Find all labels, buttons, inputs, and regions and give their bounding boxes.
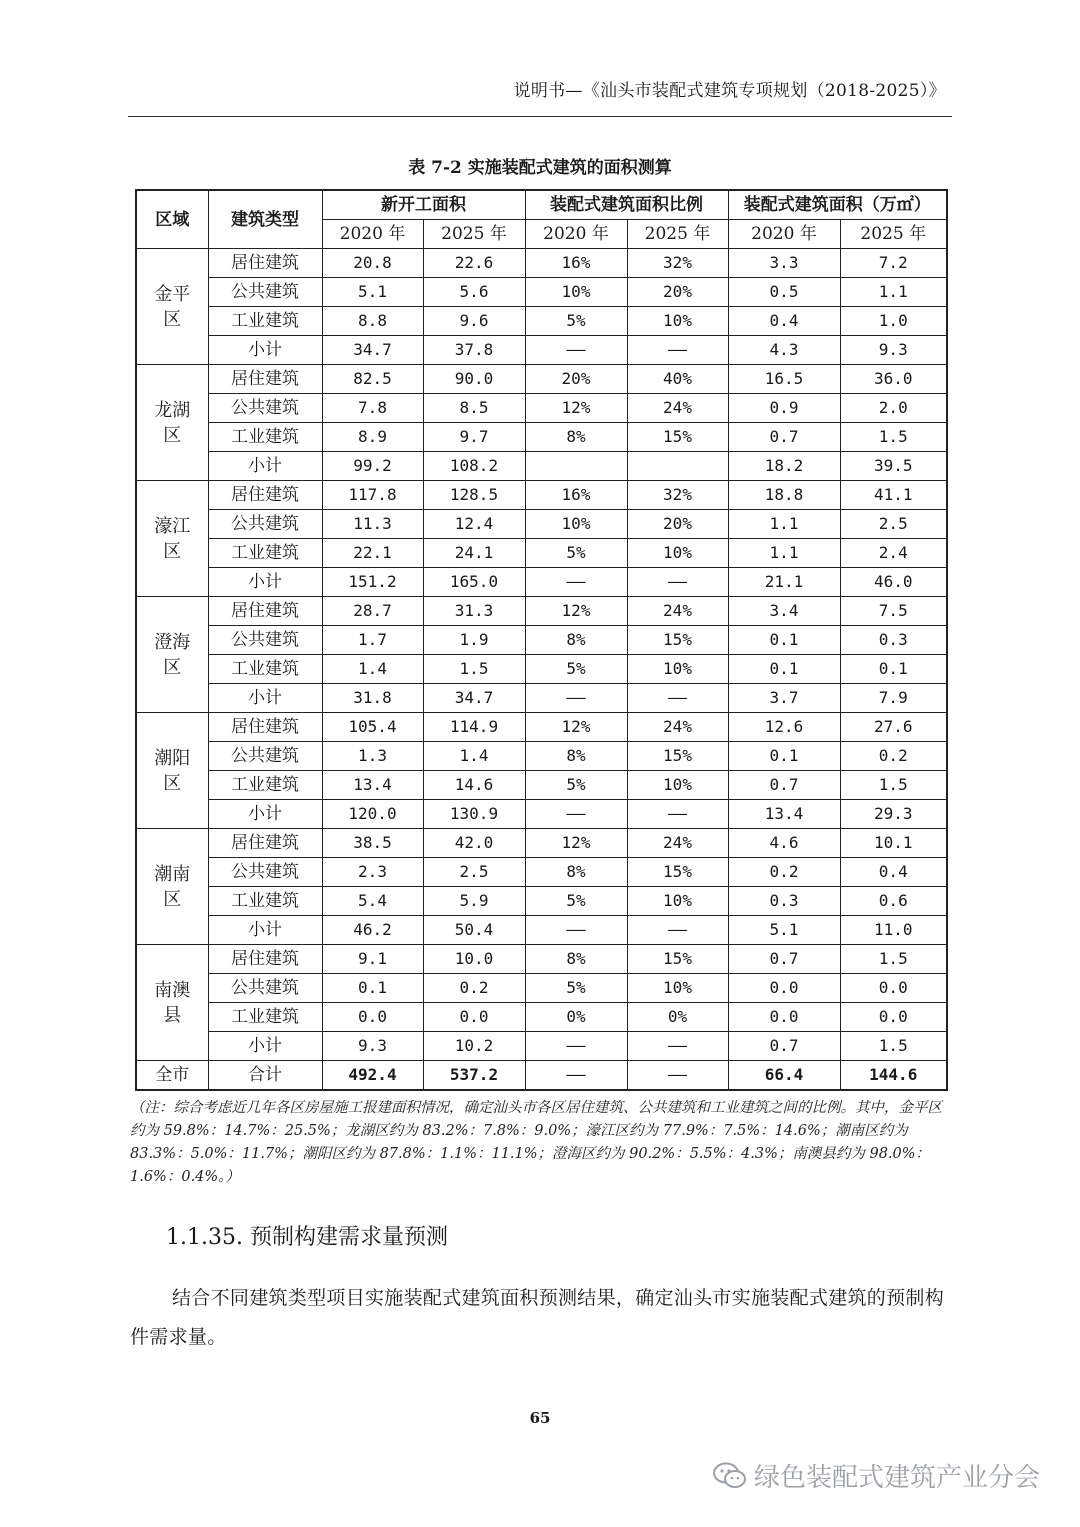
table-title: 表 7-2 实施装配式建筑的面积测算 bbox=[408, 158, 672, 178]
value-cell: 0.2 bbox=[840, 742, 947, 771]
header-divider bbox=[128, 116, 952, 117]
building-type-cell: 公共建筑 bbox=[208, 626, 322, 655]
region-name-line2: 区 bbox=[163, 308, 182, 330]
value-cell: 0.7 bbox=[728, 1032, 840, 1061]
value-cell: 0.1 bbox=[728, 742, 840, 771]
table-row bbox=[136, 655, 947, 684]
table-row bbox=[136, 829, 947, 858]
value-cell: 12.6 bbox=[728, 713, 840, 742]
region-name-line2: 县 bbox=[163, 1004, 182, 1026]
value-cell: 16% bbox=[525, 481, 627, 510]
table-row bbox=[136, 597, 947, 626]
building-type-cell: 工业建筑 bbox=[208, 423, 322, 452]
value-cell: 5.6 bbox=[423, 278, 525, 307]
value-cell: 22.6 bbox=[423, 249, 525, 278]
value-cell: 1.5 bbox=[840, 945, 947, 974]
value-cell: 0.7 bbox=[728, 945, 840, 974]
region-cell bbox=[136, 365, 208, 481]
table-row bbox=[136, 423, 947, 452]
header-ratio: 装配式建筑面积比例 bbox=[525, 190, 728, 220]
region-name-line1: 龙湖 bbox=[154, 399, 191, 421]
value-cell: 28.7 bbox=[322, 597, 423, 626]
value-cell: 24.1 bbox=[423, 539, 525, 568]
table-row bbox=[136, 742, 947, 771]
table-row bbox=[136, 539, 947, 568]
value-cell: 31.8 bbox=[322, 684, 423, 713]
value-cell: 15% bbox=[627, 945, 728, 974]
body-paragraph: 结合不同建筑类型项目实施装配式建筑面积预测结果，确定汕头市实施装配式建筑的预制构件需求量。 bbox=[130, 1287, 945, 1348]
value-cell: 0.0 bbox=[728, 974, 840, 1003]
value-cell: 90.0 bbox=[423, 365, 525, 394]
region-name-line1: 澄海 bbox=[154, 631, 191, 653]
value-cell: 12% bbox=[525, 597, 627, 626]
value-cell: 22.1 bbox=[322, 539, 423, 568]
value-cell: 8% bbox=[525, 945, 627, 974]
building-type-cell: 居住建筑 bbox=[208, 249, 322, 278]
value-cell: 0.7 bbox=[728, 423, 840, 452]
value-cell: 14.6 bbox=[423, 771, 525, 800]
value-cell: 20% bbox=[627, 278, 728, 307]
table-row bbox=[136, 684, 947, 713]
region-name-line2: 区 bbox=[163, 656, 182, 678]
value-cell: 16% bbox=[525, 249, 627, 278]
table-row bbox=[136, 481, 947, 510]
region-name-line1: 濠江 bbox=[154, 515, 191, 537]
header-year-2020: 2020 年 bbox=[728, 220, 840, 249]
value-cell: 10% bbox=[627, 307, 728, 336]
building-type-cell: 工业建筑 bbox=[208, 887, 322, 916]
value-cell: 8% bbox=[525, 423, 627, 452]
value-cell: 31.3 bbox=[423, 597, 525, 626]
value-cell: 130.9 bbox=[423, 800, 525, 829]
value-cell: —— bbox=[525, 568, 627, 597]
area-estimate-table bbox=[135, 189, 948, 1091]
region-name-line1: 金平 bbox=[154, 283, 191, 305]
value-cell: —— bbox=[525, 1032, 627, 1061]
value-cell: 18.8 bbox=[728, 481, 840, 510]
building-type-cell: 居住建筑 bbox=[208, 829, 322, 858]
building-type-cell: 公共建筑 bbox=[208, 742, 322, 771]
value-cell: 24% bbox=[627, 394, 728, 423]
value-cell: 0.4 bbox=[840, 858, 947, 887]
value-cell: 38.5 bbox=[322, 829, 423, 858]
header-new-area: 新开工面积 bbox=[322, 190, 525, 220]
building-type-cell: 居住建筑 bbox=[208, 597, 322, 626]
value-cell: 2.3 bbox=[322, 858, 423, 887]
value-cell: 8.5 bbox=[423, 394, 525, 423]
value-cell: 1.1 bbox=[840, 278, 947, 307]
table-row bbox=[136, 452, 947, 481]
value-cell: 1.5 bbox=[840, 771, 947, 800]
table-row bbox=[136, 800, 947, 829]
value-cell: 12% bbox=[525, 713, 627, 742]
value-cell: 0.9 bbox=[728, 394, 840, 423]
table-row bbox=[136, 858, 947, 887]
region-name-line1: 潮南 bbox=[154, 863, 191, 885]
value-cell: —— bbox=[525, 684, 627, 713]
building-type-cell: 小计 bbox=[208, 336, 322, 365]
value-cell: 7.9 bbox=[840, 684, 947, 713]
value-cell: 10.1 bbox=[840, 829, 947, 858]
value-cell: 42.0 bbox=[423, 829, 525, 858]
value-cell: 18.2 bbox=[728, 452, 840, 481]
value-cell: 10% bbox=[627, 655, 728, 684]
value-cell: 9.1 bbox=[322, 945, 423, 974]
value-cell: 32% bbox=[627, 481, 728, 510]
value-cell: 1.7 bbox=[322, 626, 423, 655]
value-cell: 0.4 bbox=[728, 307, 840, 336]
region-name-line1: 南澳 bbox=[154, 979, 191, 1001]
value-cell: 12% bbox=[525, 394, 627, 423]
value-cell: 0% bbox=[525, 1003, 627, 1032]
value-cell: —— bbox=[627, 568, 728, 597]
value-cell: 117.8 bbox=[322, 481, 423, 510]
value-cell: 99.2 bbox=[322, 452, 423, 481]
header-year-2020: 2020 年 bbox=[525, 220, 627, 249]
table-row bbox=[136, 1003, 947, 1032]
region-cell bbox=[136, 713, 208, 829]
building-type-cell: 小计 bbox=[208, 916, 322, 945]
value-cell: 41.1 bbox=[840, 481, 947, 510]
value-cell: 8% bbox=[525, 742, 627, 771]
table-note: （注：综合考虑近几年各区房屋施工报建面积情况，确定汕头市各区居住建筑、公共建筑和工业建筑之间的比例。其中，金平区约为 59.8%：14.7%：25.5%；龙湖区约为 83.2%：7.8%：9.0%；濠江区约为 77.9%：7.5%：14.6%；潮南区约为 83.3%：5.0%：11.7%；潮阳区约为 87.8%：1.1%：11.1%；澄海区约为 90.2%：5.5%：4.3%；南澳县约为 98.0%：1.6%：0.4%。） bbox=[130, 1100, 942, 1185]
value-cell: 5.9 bbox=[423, 887, 525, 916]
value-cell: 46.2 bbox=[322, 916, 423, 945]
value-cell: 37.8 bbox=[423, 336, 525, 365]
watermark bbox=[712, 1457, 1040, 1494]
value-cell: 2.0 bbox=[840, 394, 947, 423]
value-cell: 0.3 bbox=[840, 626, 947, 655]
value-cell: 10% bbox=[627, 771, 728, 800]
value-cell: —— bbox=[525, 800, 627, 829]
value-cell: —— bbox=[525, 336, 627, 365]
value-cell: 4.3 bbox=[728, 336, 840, 365]
value-cell: 10% bbox=[627, 539, 728, 568]
region-cell bbox=[136, 829, 208, 945]
value-cell: 7.8 bbox=[322, 394, 423, 423]
value-cell: 12% bbox=[525, 829, 627, 858]
value-cell: 24% bbox=[627, 597, 728, 626]
value-cell: 10.0 bbox=[423, 945, 525, 974]
building-type-cell: 居住建筑 bbox=[208, 713, 322, 742]
value-cell: 8% bbox=[525, 858, 627, 887]
value-cell: 0.5 bbox=[728, 278, 840, 307]
value-cell: 24% bbox=[627, 829, 728, 858]
value-cell: —— bbox=[627, 336, 728, 365]
value-cell: 0.0 bbox=[322, 1003, 423, 1032]
value-cell: 0% bbox=[627, 1003, 728, 1032]
table-row bbox=[136, 771, 947, 800]
value-cell: 40% bbox=[627, 365, 728, 394]
value-cell: 1.4 bbox=[322, 655, 423, 684]
value-cell: 4.6 bbox=[728, 829, 840, 858]
table-row bbox=[136, 945, 947, 974]
value-cell: 7.5 bbox=[840, 597, 947, 626]
value-cell: 39.5 bbox=[840, 452, 947, 481]
header-region: 区域 bbox=[136, 190, 208, 249]
total-value-cell: —— bbox=[525, 1061, 627, 1091]
value-cell: 27.6 bbox=[840, 713, 947, 742]
table-row bbox=[136, 510, 947, 539]
total-region-cell: 全市 bbox=[136, 1061, 208, 1091]
value-cell: 1.4 bbox=[423, 742, 525, 771]
value-cell: 1.1 bbox=[728, 510, 840, 539]
value-cell: 8.8 bbox=[322, 307, 423, 336]
value-cell: 10% bbox=[525, 510, 627, 539]
table-row bbox=[136, 974, 947, 1003]
value-cell: 46.0 bbox=[840, 568, 947, 597]
value-cell: 1.1 bbox=[728, 539, 840, 568]
building-type-cell: 工业建筑 bbox=[208, 771, 322, 800]
building-type-cell: 小计 bbox=[208, 1032, 322, 1061]
value-cell: 165.0 bbox=[423, 568, 525, 597]
value-cell: 0.0 bbox=[423, 1003, 525, 1032]
value-cell: 82.5 bbox=[322, 365, 423, 394]
building-type-cell: 工业建筑 bbox=[208, 307, 322, 336]
value-cell: 1.5 bbox=[840, 423, 947, 452]
value-cell: 10% bbox=[627, 974, 728, 1003]
value-cell: 15% bbox=[627, 858, 728, 887]
value-cell: 20% bbox=[525, 365, 627, 394]
value-cell: 120.0 bbox=[322, 800, 423, 829]
building-type-cell: 公共建筑 bbox=[208, 858, 322, 887]
value-cell: 0.0 bbox=[840, 974, 947, 1003]
value-cell: 36.0 bbox=[840, 365, 947, 394]
total-value-cell: 492.4 bbox=[322, 1061, 423, 1091]
value-cell: 13.4 bbox=[322, 771, 423, 800]
value-cell: 0.1 bbox=[322, 974, 423, 1003]
table-row bbox=[136, 887, 947, 916]
value-cell: 10% bbox=[627, 887, 728, 916]
value-cell: 0.6 bbox=[840, 887, 947, 916]
value-cell: 2.5 bbox=[423, 858, 525, 887]
value-cell: 5% bbox=[525, 307, 627, 336]
total-value-cell: 537.2 bbox=[423, 1061, 525, 1091]
building-type-cell: 公共建筑 bbox=[208, 974, 322, 1003]
building-type-cell: 居住建筑 bbox=[208, 945, 322, 974]
value-cell: 5% bbox=[525, 539, 627, 568]
value-cell: 0.3 bbox=[728, 887, 840, 916]
value-cell: 5% bbox=[525, 655, 627, 684]
section-heading: 1.1.35. 预制构建需求量预测 bbox=[166, 1225, 448, 1250]
value-cell: 24% bbox=[627, 713, 728, 742]
header-year-2025: 2025 年 bbox=[627, 220, 728, 249]
table-row bbox=[136, 1032, 947, 1061]
value-cell: 3.3 bbox=[728, 249, 840, 278]
building-type-cell: 小计 bbox=[208, 800, 322, 829]
region-name-line2: 区 bbox=[163, 540, 182, 562]
value-cell: 1.3 bbox=[322, 742, 423, 771]
value-cell: 1.0 bbox=[840, 307, 947, 336]
header-year-2020: 2020 年 bbox=[322, 220, 423, 249]
value-cell: 50.4 bbox=[423, 916, 525, 945]
value-cell: 15% bbox=[627, 626, 728, 655]
building-type-cell: 居住建筑 bbox=[208, 481, 322, 510]
total-value-cell: 144.6 bbox=[840, 1061, 947, 1091]
value-cell: 5% bbox=[525, 974, 627, 1003]
value-cell: 9.7 bbox=[423, 423, 525, 452]
value-cell: 114.9 bbox=[423, 713, 525, 742]
value-cell: 105.4 bbox=[322, 713, 423, 742]
building-type-cell: 工业建筑 bbox=[208, 1003, 322, 1032]
value-cell: 9.3 bbox=[322, 1032, 423, 1061]
value-cell: 5.1 bbox=[322, 278, 423, 307]
region-cell bbox=[136, 597, 208, 713]
value-cell: 0.1 bbox=[728, 655, 840, 684]
value-cell: 2.4 bbox=[840, 539, 947, 568]
value-cell: 10% bbox=[525, 278, 627, 307]
table-row bbox=[136, 568, 947, 597]
table-row bbox=[136, 249, 947, 278]
value-cell: —— bbox=[627, 684, 728, 713]
value-cell: 15% bbox=[627, 742, 728, 771]
building-type-cell: 工业建筑 bbox=[208, 539, 322, 568]
value-cell: 0.7 bbox=[728, 771, 840, 800]
building-type-cell: 公共建筑 bbox=[208, 278, 322, 307]
value-cell: 2.5 bbox=[840, 510, 947, 539]
value-cell: 151.2 bbox=[322, 568, 423, 597]
value-cell: 11.3 bbox=[322, 510, 423, 539]
region-cell bbox=[136, 945, 208, 1061]
watermark-text: 绿色装配式建筑产业分会 bbox=[754, 1463, 1041, 1493]
value-cell bbox=[627, 452, 728, 481]
header-year-2025: 2025 年 bbox=[840, 220, 947, 249]
region-cell bbox=[136, 249, 208, 365]
value-cell: 13.4 bbox=[728, 800, 840, 829]
document-header: 说明书—《汕头市装配式建筑专项规划（2018-2025）》 bbox=[513, 81, 946, 101]
value-cell: 5.1 bbox=[728, 916, 840, 945]
value-cell: 11.0 bbox=[840, 916, 947, 945]
value-cell: —— bbox=[627, 916, 728, 945]
value-cell: 3.7 bbox=[728, 684, 840, 713]
value-cell: 7.2 bbox=[840, 249, 947, 278]
value-cell: 15% bbox=[627, 423, 728, 452]
value-cell: 8.9 bbox=[322, 423, 423, 452]
value-cell: 128.5 bbox=[423, 481, 525, 510]
region-name-line2: 区 bbox=[163, 424, 182, 446]
header-year-2025: 2025 年 bbox=[423, 220, 525, 249]
building-type-cell: 居住建筑 bbox=[208, 365, 322, 394]
value-cell: 12.4 bbox=[423, 510, 525, 539]
region-name-line1: 潮阳 bbox=[154, 747, 191, 769]
value-cell: 0.2 bbox=[728, 858, 840, 887]
value-cell: 0.0 bbox=[728, 1003, 840, 1032]
value-cell: 1.5 bbox=[840, 1032, 947, 1061]
total-value-cell: —— bbox=[627, 1061, 728, 1091]
value-cell: 9.6 bbox=[423, 307, 525, 336]
value-cell: 5.4 bbox=[322, 887, 423, 916]
total-value-cell: 66.4 bbox=[728, 1061, 840, 1091]
building-type-cell: 小计 bbox=[208, 452, 322, 481]
value-cell: 0.1 bbox=[728, 626, 840, 655]
value-cell: 20.8 bbox=[322, 249, 423, 278]
building-type-cell: 工业建筑 bbox=[208, 655, 322, 684]
value-cell: 8% bbox=[525, 626, 627, 655]
wechat-icon bbox=[712, 1461, 748, 1491]
building-type-cell: 小计 bbox=[208, 684, 322, 713]
value-cell: 5% bbox=[525, 771, 627, 800]
building-type-cell: 小计 bbox=[208, 568, 322, 597]
value-cell: 108.2 bbox=[423, 452, 525, 481]
table-row bbox=[136, 626, 947, 655]
value-cell: —— bbox=[627, 800, 728, 829]
region-name-line2: 区 bbox=[163, 888, 182, 910]
value-cell: 3.4 bbox=[728, 597, 840, 626]
value-cell: 9.3 bbox=[840, 336, 947, 365]
value-cell bbox=[525, 452, 627, 481]
value-cell: —— bbox=[525, 916, 627, 945]
region-cell bbox=[136, 481, 208, 597]
value-cell: 29.3 bbox=[840, 800, 947, 829]
value-cell: 10.2 bbox=[423, 1032, 525, 1061]
value-cell: 0.0 bbox=[840, 1003, 947, 1032]
building-type-cell: 公共建筑 bbox=[208, 394, 322, 423]
total-type-cell: 合计 bbox=[208, 1061, 322, 1091]
table-body bbox=[136, 249, 947, 1091]
header-building-type: 建筑类型 bbox=[208, 190, 322, 249]
table-row bbox=[136, 394, 947, 423]
value-cell: 0.2 bbox=[423, 974, 525, 1003]
value-cell: —— bbox=[627, 1032, 728, 1061]
table-row bbox=[136, 307, 947, 336]
building-type-cell: 公共建筑 bbox=[208, 510, 322, 539]
page-number: 65 bbox=[529, 1409, 551, 1427]
value-cell: 34.7 bbox=[322, 336, 423, 365]
value-cell: 34.7 bbox=[423, 684, 525, 713]
region-name-line2: 区 bbox=[163, 772, 182, 794]
table-row bbox=[136, 713, 947, 742]
value-cell: 0.1 bbox=[840, 655, 947, 684]
table-row bbox=[136, 278, 947, 307]
value-cell: 21.1 bbox=[728, 568, 840, 597]
table-row bbox=[136, 365, 947, 394]
table-row bbox=[136, 916, 947, 945]
value-cell: 1.9 bbox=[423, 626, 525, 655]
value-cell: 5% bbox=[525, 887, 627, 916]
value-cell: 20% bbox=[627, 510, 728, 539]
value-cell: 16.5 bbox=[728, 365, 840, 394]
header-prefab-area: 装配式建筑面积（万㎡） bbox=[728, 190, 947, 220]
value-cell: 1.5 bbox=[423, 655, 525, 684]
value-cell: 32% bbox=[627, 249, 728, 278]
table-row bbox=[136, 336, 947, 365]
total-row bbox=[136, 1061, 947, 1091]
